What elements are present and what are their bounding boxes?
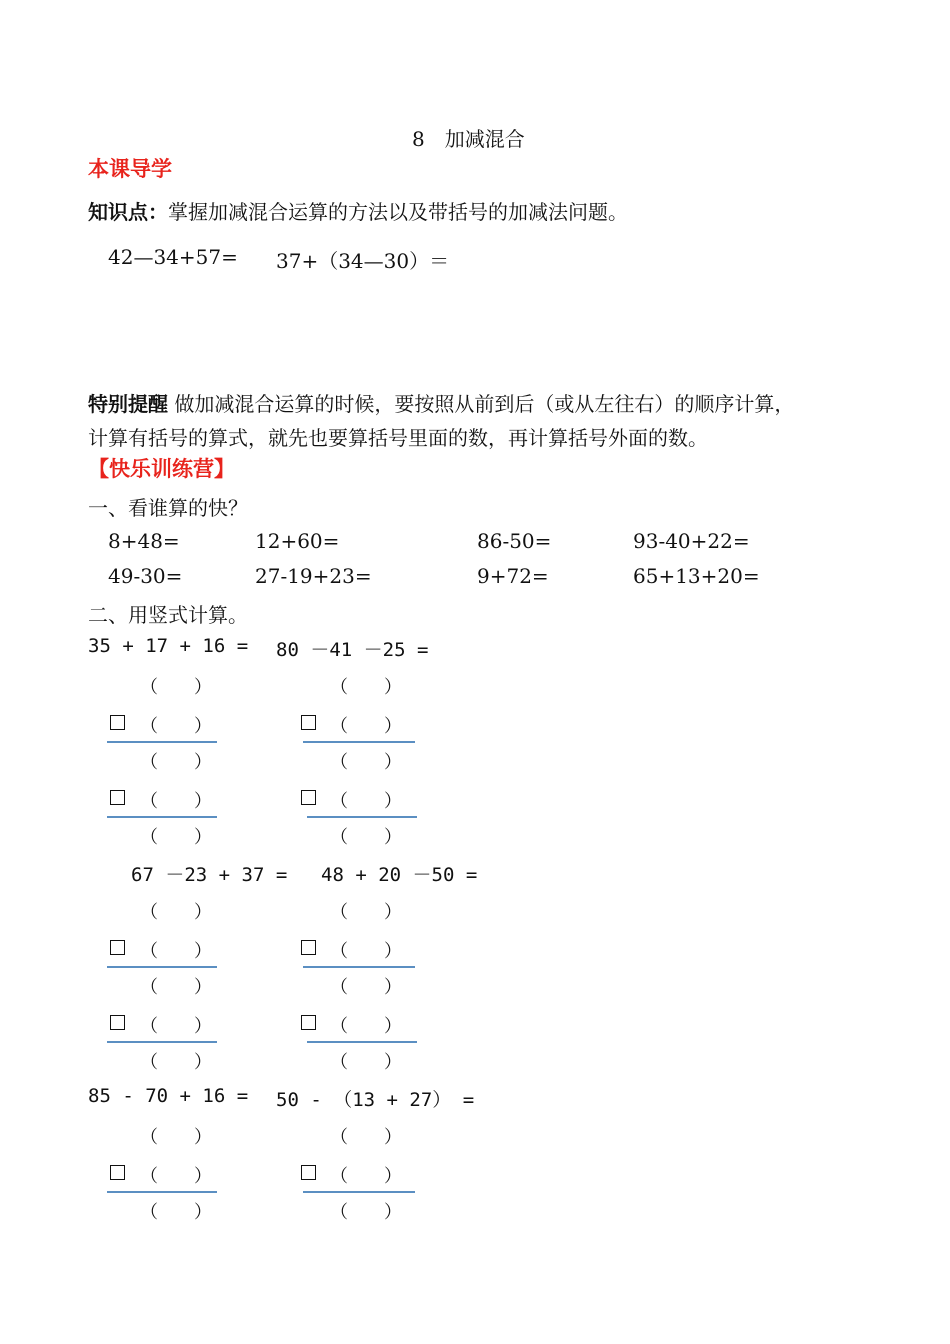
result-line: [303, 1191, 415, 1193]
result-line: [107, 1191, 217, 1193]
section2-title: 二、用竖式计算。: [88, 603, 248, 627]
knowledge-point: [88, 196, 628, 225]
reminder-label: 特别提醒: [88, 392, 168, 416]
answer-blank[interactable]: （ ）: [140, 1202, 212, 1223]
example-1: 42—34+57=: [108, 245, 238, 269]
answer-blank[interactable]: （ ）: [330, 977, 402, 998]
exercise: 49-30=: [108, 564, 183, 588]
exercise: 93-40+22=: [633, 529, 750, 553]
result-line: [107, 966, 217, 968]
operator-box[interactable]: [301, 789, 316, 808]
vertical-problem: 48 + 20 －50 =: [321, 864, 478, 886]
answer-blank[interactable]: （ ）: [330, 716, 402, 737]
answer-blank[interactable]: （ ）: [140, 791, 212, 812]
operator-box[interactable]: [301, 939, 316, 958]
operator-box[interactable]: [110, 1014, 125, 1033]
result-line: [303, 741, 415, 743]
answer-blank[interactable]: （ ）: [330, 941, 402, 962]
answer-blank[interactable]: （ ）: [140, 902, 212, 923]
answer-blank[interactable]: （ ）: [330, 1202, 402, 1223]
vertical-problem: 50 - （13 + 27） =: [276, 1089, 475, 1111]
exercise: 86-50=: [477, 529, 552, 553]
answer-blank[interactable]: （ ）: [330, 827, 402, 848]
exercise: 27-19+23=: [255, 564, 372, 588]
knowledge-label: 知识点：: [88, 200, 168, 224]
reminder-line-1: [88, 388, 794, 417]
operator-box[interactable]: [301, 1014, 316, 1033]
answer-blank[interactable]: （ ）: [330, 677, 402, 698]
answer-blank[interactable]: （ ）: [140, 716, 212, 737]
answer-blank[interactable]: （ ）: [330, 1016, 402, 1037]
operator-box[interactable]: [110, 1164, 125, 1183]
section1-title: 一、看谁算的快？: [88, 496, 248, 520]
exercise: 65+13+20=: [633, 564, 760, 588]
exercise: 8+48=: [108, 529, 180, 553]
answer-blank[interactable]: （ ）: [330, 752, 402, 773]
operator-box[interactable]: [110, 789, 125, 808]
exercise: 12+60=: [255, 529, 340, 553]
guide-heading: 本课导学: [88, 157, 172, 181]
answer-blank[interactable]: （ ）: [140, 752, 212, 773]
result-line: [107, 741, 217, 743]
operator-box[interactable]: [110, 939, 125, 958]
operator-box[interactable]: [110, 714, 125, 733]
result-line: [307, 1041, 417, 1043]
example-2: 37+（34—30）＝: [276, 249, 450, 273]
reminder-text-1: 做加减混合运算的时候，要按照从前到后（或从左往右）的顺序计算，: [174, 392, 795, 416]
answer-blank[interactable]: （ ）: [140, 677, 212, 698]
reminder-text-2: 计算有括号的算式，就先也要算括号里面的数，再计算括号外面的数。: [88, 426, 708, 450]
answer-blank[interactable]: （ ）: [140, 1016, 212, 1037]
answer-blank[interactable]: （ ）: [140, 1052, 212, 1073]
exercise: 9+72=: [477, 564, 549, 588]
operator-box[interactable]: [301, 714, 316, 733]
result-line: [107, 816, 217, 818]
answer-blank[interactable]: （ ）: [330, 791, 402, 812]
vertical-problem: 85 - 70 + 16 =: [88, 1085, 249, 1107]
answer-blank[interactable]: （ ）: [330, 1127, 402, 1148]
result-line: [303, 966, 415, 968]
answer-blank[interactable]: （ ）: [140, 827, 212, 848]
answer-blank[interactable]: （ ）: [140, 941, 212, 962]
vertical-problem: 80 －41 －25 =: [276, 639, 429, 661]
answer-blank[interactable]: （ ）: [330, 1052, 402, 1073]
answer-blank[interactable]: （ ）: [330, 902, 402, 923]
page-title: 8 加减混合: [412, 127, 525, 151]
vertical-problem: 67 －23 + 37 =: [131, 864, 288, 886]
answer-blank[interactable]: （ ）: [140, 977, 212, 998]
result-line: [307, 816, 417, 818]
training-heading: 【快乐训练营】: [88, 457, 235, 481]
answer-blank[interactable]: （ ）: [140, 1166, 212, 1187]
vertical-problem: 35 + 17 + 16 =: [88, 635, 249, 657]
knowledge-text: 掌握加减混合运算的方法以及带括号的加减法问题。: [168, 200, 628, 224]
operator-box[interactable]: [301, 1164, 316, 1183]
answer-blank[interactable]: （ ）: [330, 1166, 402, 1187]
result-line: [107, 1041, 217, 1043]
answer-blank[interactable]: （ ）: [140, 1127, 212, 1148]
